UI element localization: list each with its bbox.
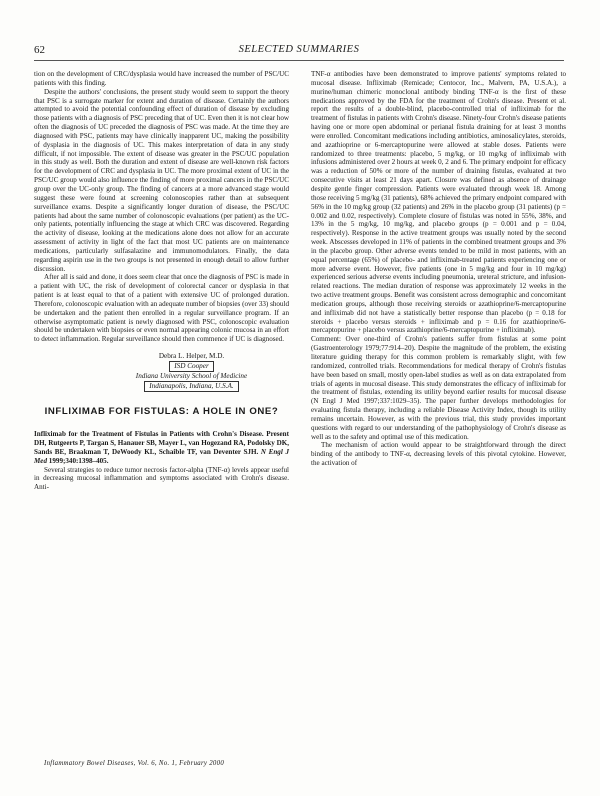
article-citation [34,430,289,465]
signature-affiliation-2: Indiana University School of Medicine [135,372,248,381]
left-column [34,70,289,492]
signature-affiliation-1: ISD Cooper [94,361,289,372]
left-paragraph-2: Despite the authors' conclusions, the present study would seem to support the theory that PSC is a surrogate marker for extent and duration of disease. Certainly the authors attempted to avoid the potential confounding effect of duration of disease by excluding those patients with a diagnosis of PSC preceding that of UC. Even then it is not clear how often the diagnosis of UC preceded the diagnosis of PSC was made. At the time they are diagnosed with PSC, patients may have clinically inapparent UC, making the possibility of dysplasia in the diagnosis of UC. This makes interpretation of data in any study difficult, if not impossible. The extent of disease was greater in the PSC/UC population in this study as well. Both the duration and extent of disease are well-known risk factors for the development of CRC and dysplasia in UC. The more proximal extent of UC in the PSC/UC group would also influence the finding of more proximal cancers in the PSC/UC group over the UC-only group. The finding of cancers at a more advanced stage would suggest these were found at screening colonoscopies rather than at subsequent surveillance exams. Despite a significantly longer duration of disease, the PSC/UC patients had about the same number of colonoscopic evaluations (per patient) as the UC-only patients, potentially influencing the stage at which CRC was discovered. Regarding the activity of disease, looking at the medications alone does not allow for an accurate assessment of activity in light of the fact that most UC patients are on maintenance medications, particularly sulfasalazine and immunomodulators. Finally, the data regarding aspirin use in the two groups is not presented in enough detail to allow further discussion. [34,87,289,273]
signature-name: Debra L. Helper, M.D. [158,352,225,361]
right-paragraph-2: Comment: Over one-third of Crohn's patients suffer from fistulas at some point (Gastroenterology 1979;77:914–20). Despite the magnitude of the problem, the existing literature guiding therapy for this common problem is remarkably slight, with few randomized, controlled trials. Recommendations for medical therapy of Crohn's fistulas have been based on small, mostly open-label studies as well as on data extrapolated from trials of agents in mucosal disease. This study demonstrates the efficacy of infliximab for the treatment of fistulas, extending its utility beyond earlier results for mucosal disease (N Engl J Med 1997;337:1029–35). The paper further develops methodologies for evaluating fistula therapy, including a reliable Disease Activity Index, though its utility remains uncertain. However, as with the previous trial, this study provides important questions with regard to our understanding of the pathophysiology of Crohn's disease as well as to the safety and optimal use of this medication. [311,335,566,441]
section-title: INFLIXIMAB FOR FISTULAS: A HOLE IN ONE? [44,406,279,418]
right-column [311,70,566,468]
right-paragraph-3: The mechanism of action would appear to be straightforward through the direct binding of the antibody to TNF-α, decreasing levels of this pivotal cytokine. However, the activation of [311,441,566,468]
running-title: SELECTED SUMMARIES [238,44,360,55]
left-closing-paragraph: Several strategies to reduce tumor necrosis factor-alpha (TNF-α) levels appear useful in decreasing mucosal inflammation and symptoms associated with Crohn's disease. Anti- [34,465,289,492]
page-footer: Inflammatory Bowel Diseases, Vol. 6, No. 1, February 2000 [44,760,225,767]
left-paragraph-1: tion on the development of CRC/dysplasia would have increased the number of PSC/UC patients with this finding. [34,70,289,87]
right-paragraph-1: TNF-α antibodies have been demonstrated to improve patients' symptoms related to mucosal disease. Infliximab (Remicade; Centocor, Inc., Malvern, PA, U.S.A.), a murine/human chimeric monoclonal antibody binding TNF-α is the first of these medications approved by the FDA for the treatment of Crohn's disease. Present et al. report the results of a double-blind, placebo-controlled trial of infliximab for the treatment of fistulas in patients with Crohn's disease. Ninety-four Crohn's disease patients having one or more open abdominal or perianal fistula draining for at least 3 months were enrolled. Concomitant medications including antibiotics, aminosalicylates, steroids, and azathioprine or 6-mercaptopurine were allowed at stable doses. Patients were randomized to three treatments: placebo, 5 mg/kg, or 10 mg/kg of infliximab with infusions administered over 2 hours at week 0, 2 and 6. The primary endpoint for efficacy was a reduction of 50% or more of the number of draining fistulas, evaluated at two consecutive visits at least 21 days apart. Closure was defined as absence of drainage despite gentle finger compression. Patients were evaluated through week 18. Among those receiving 5 mg/kg (31 patients), 68% achieved the primary endpoint compared with 56% in the 10 mg/kg group (32 patients) and 26% in the placebo group (31 patients) (p = 0.002 and 0.02, respectively). Complete closure of fistulas was noted in 55%, 38%, and 13% in the 5 mg/kg, 10 mg/kg, and placebo groups (p = 0.001 and p = 0.04, respectively). Response in the active treatment groups was usually noted by the second week. Abscesses developed in 11% of patients in the combined treatment groups and 3% in the placebo group. Other adverse events tended to be mild in most patients, with an equal percentage (65%) of placebo- and infliximab-treated patients experiencing one or more adverse event. However, five patients (one in 5 mg/kg and four in 10 mg/kg) experienced serious adverse events including pneumonia, ureteral stricture, and infusion-related reactions. The median duration of response was approximately 12 weeks in the two active treatment groups. Benefit was consistent across demographic and concomitant medication groups, although those receiving steroids or azathioprine/6-mercaptopurine and infliximab did not have a statistically better response than placebo (p = 0.18 for steroids + placebo versus steroids + infliximab and p = 0.16 for azathioprine/6-mercaptopurine + placebo versus azathioprine/6-mercaptopurine + infliximab). [311,70,566,335]
citation-journal: N Engl J Med [34,447,289,465]
signature-affiliation-3: Indianapolis, Indiana, U.S.A. [94,381,289,392]
header-rule [34,60,564,61]
author-signature [34,352,289,392]
citation-ref: 1999;340:1398–405. [48,456,109,465]
page-number: 62 [34,44,45,56]
citation-text: Infliximab for the Treatment of Fistulas in Patients with Crohn's Disease. Present DH, Rutgeerts P, Targan S, Hanauer SB, Mayer L, van Hogezand RA, Podolsky DK, Sands BE, Braakman T, DeWoody KL, Schaible TF, van Deventer SJH. [34,430,289,456]
left-paragraph-3: After all is said and done, it does seem clear that once the diagnosis of PSC is made in a patient with UC, the risk of development of colorectal cancer or dysplasia in that patient is at least equal to that of a patient with extensive UC of prolonged duration. Therefore, colonoscopic evaluation with an adequate number of biopsies (over 33) should be undertaken and the patient then enrolled in a regular surveillance program. If an otherwise asymptomatic patient is newly diagnosed with PSC, colonoscopic evaluation should be undertaken with biopsies or even normal appearing colonic mucosa in an effort to detect inflammation. Regular surveillance should then commence if UC is diagnosed. [34,273,289,344]
